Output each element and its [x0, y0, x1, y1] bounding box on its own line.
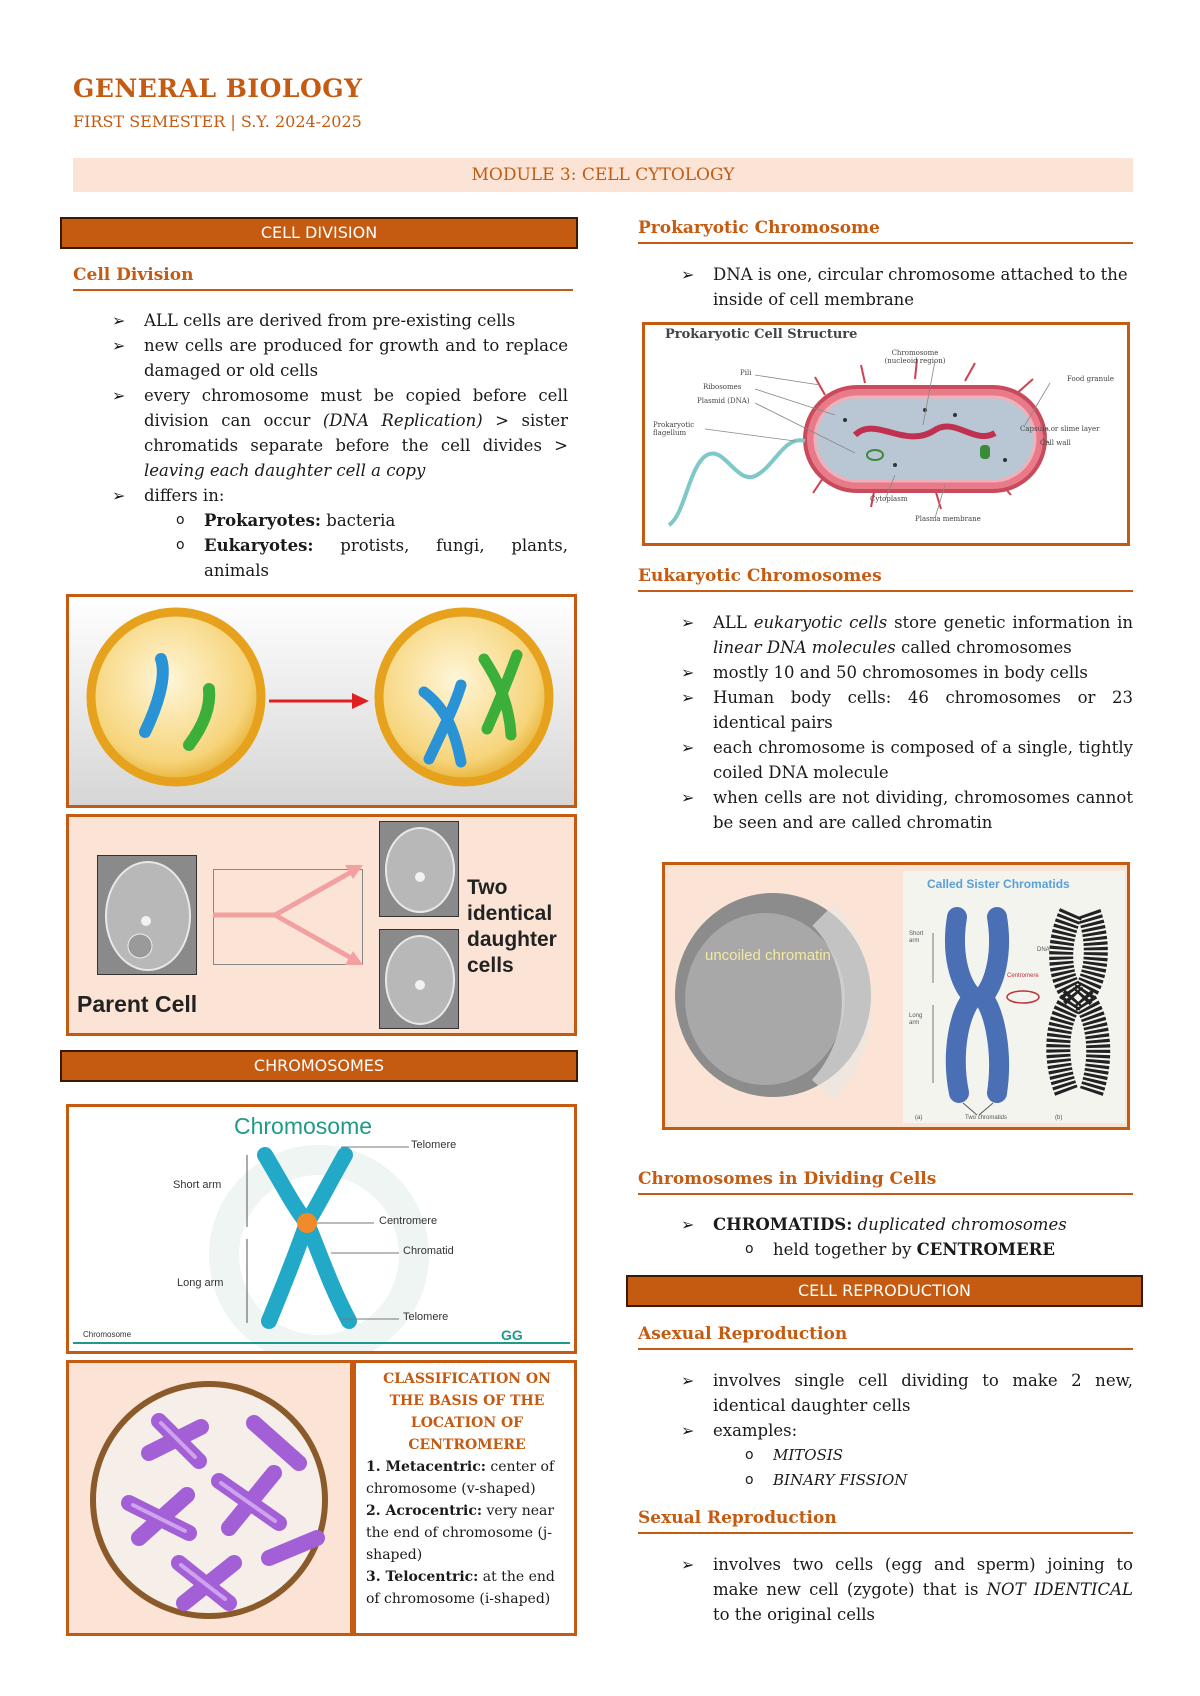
- label-centromere: Centromere: [1007, 973, 1039, 979]
- label-chromatid: Chromatid: [403, 1245, 454, 1257]
- figure-chromosome-duplication: [66, 594, 577, 808]
- duplication-illustration: [69, 597, 574, 805]
- sub-list-item: o Prokaryotes: bacteria: [164, 508, 568, 533]
- classification-heading: CLASSIFICATION ON THE BASIS OF THE LOCATION OF CENTROMERE: [383, 1371, 551, 1453]
- label-chromosome: Chromosome (nucleoid region): [884, 349, 946, 365]
- chromosome-illustration: [69, 1107, 574, 1351]
- label-flagellum: Prokaryotic flagellum: [653, 421, 695, 437]
- asexual-list: [665, 1368, 1133, 1493]
- list-item: ➢ Human body cells: 46 chromosomes or 23 identical pairs: [665, 685, 1133, 735]
- heading-cell-division: Cell Division: [73, 265, 573, 291]
- sister-chromatids-illustration: [903, 893, 1125, 1123]
- module-banner: MODULE 3: CELL CYTOLOGY: [73, 158, 1133, 192]
- classification-item-telocentric: 3. Telocentric: at the end of chromosome (i-shaped): [366, 1569, 555, 1607]
- label-b: (b): [1055, 1115, 1063, 1121]
- list-item: ➢ CHROMATIDS: duplicated chromosomes o held together by CENTROMERE: [665, 1212, 1133, 1262]
- sub-list-item: o Eukaryotes: protists, fungi, plants, animals: [164, 533, 568, 583]
- list-item: ➢ when cells are not dividing, chromosomes cannot be seen and are called chromatin: [665, 785, 1133, 835]
- daughter-cells-label: Two identical daughter cells: [467, 876, 557, 977]
- dividing-cells-list: [665, 1212, 1133, 1262]
- section-band-chromosomes: CHROMOSOMES: [60, 1050, 578, 1082]
- label-dna: DNA: [1037, 947, 1050, 953]
- label-ribosomes: Ribosomes: [703, 383, 742, 391]
- parent-cell-micrograph: [97, 855, 197, 975]
- label-short-arm: Short arm: [909, 931, 924, 944]
- heading-prokaryotic: Prokaryotic Chromosome: [638, 218, 1133, 244]
- label-cell-wall: Cell wall: [1040, 439, 1071, 447]
- label-telomere-top: Telomere: [411, 1139, 457, 1151]
- figure-chromatin: [662, 862, 1130, 1130]
- figure-chromosome-structure: [66, 1104, 577, 1354]
- heading-eukaryotic: Eukaryotic Chromosomes: [638, 566, 1133, 592]
- label-centromere: Centromere: [379, 1215, 438, 1227]
- sub-list-item: o BINARY FISSION: [733, 1468, 1133, 1493]
- label-long-arm: Long arm: [177, 1277, 224, 1289]
- label-two-chromatids: Two chromatids: [965, 1115, 1008, 1121]
- classification-list: [366, 1456, 571, 1610]
- sub-list-item: o MITOSIS: [733, 1443, 1133, 1468]
- section-band-cell-reproduction: CELL REPRODUCTION: [626, 1275, 1143, 1307]
- parent-cell-label: Parent Cell: [77, 991, 198, 1017]
- figure-footer: Chromosome: [83, 1330, 132, 1339]
- list-item: ➢ every chromosome must be copied before cell division can occur (DNA Replication) > sister chromatids separate before the cell divides > leaving each daughter cell a copy: [96, 383, 568, 483]
- label-uncoiled-chromatin: uncoiled chromatin: [705, 947, 831, 964]
- eukaryotic-list: [665, 610, 1133, 835]
- figure-parent-cell: [66, 814, 577, 1036]
- chromosome-figure-title: Chromosome: [234, 1113, 373, 1139]
- label-long-arm: Long arm: [909, 1013, 923, 1026]
- label-plasma-membrane: Plasma membrane: [915, 515, 981, 523]
- chromatin-micrograph: [673, 875, 883, 1119]
- label-sister-chromatids: Called Sister Chromatids: [927, 877, 1070, 891]
- list-item: ➢ involves single cell dividing to make 2 new, identical daughter cells: [665, 1368, 1133, 1418]
- label-plasmid: Plasmid (DNA): [697, 397, 750, 405]
- chromosomes-circle-illustration: [69, 1363, 350, 1633]
- prokaryotic-list: [665, 262, 1133, 312]
- label-a: (a): [915, 1115, 923, 1121]
- label-telomere-bottom: Telomere: [403, 1311, 449, 1323]
- figure-prokaryotic-cell: [642, 322, 1130, 546]
- label-food-granule: Food granule: [1067, 375, 1115, 383]
- cell-division-list: [96, 308, 568, 583]
- heading-dividing-cells: Chromosomes in Dividing Cells: [638, 1169, 1133, 1195]
- sub-list-item: o held together by CENTROMERE: [733, 1237, 1133, 1262]
- daughter-cell-micrograph: [379, 821, 459, 917]
- document-subtitle: FIRST SEMESTER | S.Y. 2024-2025: [73, 112, 362, 131]
- list-item: ➢ mostly 10 and 50 chromosomes in body cells: [665, 660, 1133, 685]
- logo: GG: [501, 1327, 523, 1343]
- figure-chromosome-micrograph: [66, 1360, 353, 1636]
- list-item: ➢ differs in: o Prokaryotes: bacteria o Eukaryotes: protists, fungi, plants, animals: [96, 483, 568, 583]
- list-item: ➢ new cells are produced for growth and to replace damaged or old cells: [96, 333, 568, 383]
- list-item: ➢ ALL eukaryotic cells store genetic information in linear DNA molecules called chromosomes: [665, 610, 1133, 660]
- list-item: ➢ DNA is one, circular chromosome attached to the inside of cell membrane: [665, 262, 1133, 312]
- daughter-cell-micrograph: [379, 929, 459, 1029]
- label-capsule: Capsule or slime layer: [1020, 425, 1100, 433]
- classification-item-acrocentric: 2. Acrocentric: very near the end of chromosome (j-shaped): [366, 1503, 555, 1563]
- label-short-arm: Short arm: [173, 1179, 222, 1191]
- label-cytoplasm: Cytoplasm: [870, 495, 908, 503]
- sexual-list: [665, 1552, 1133, 1627]
- classification-item-metacentric: 1. Metacentric: center of chromosome (v-shaped): [366, 1459, 555, 1497]
- heading-asexual: Asexual Reproduction: [638, 1324, 1133, 1350]
- heading-sexual: Sexual Reproduction: [638, 1508, 1133, 1534]
- list-item: ➢ each chromosome is composed of a single, tightly coiled DNA molecule: [665, 735, 1133, 785]
- list-item: ➢ involves two cells (egg and sperm) joining to make new cell (zygote) that is NOT IDENTICAL to the original cells: [665, 1552, 1133, 1627]
- list-item: ➢ ALL cells are derived from pre-existing cells: [96, 308, 568, 333]
- list-item: ➢ examples: o MITOSIS o BINARY FISSION: [665, 1418, 1133, 1493]
- label-pili: Pili: [740, 369, 752, 377]
- section-band-cell-division: CELL DIVISION: [60, 217, 578, 249]
- document-title: GENERAL BIOLOGY: [73, 74, 363, 103]
- division-arrows: [213, 857, 373, 977]
- prok-figure-title: Prokaryotic Cell Structure: [665, 327, 858, 342]
